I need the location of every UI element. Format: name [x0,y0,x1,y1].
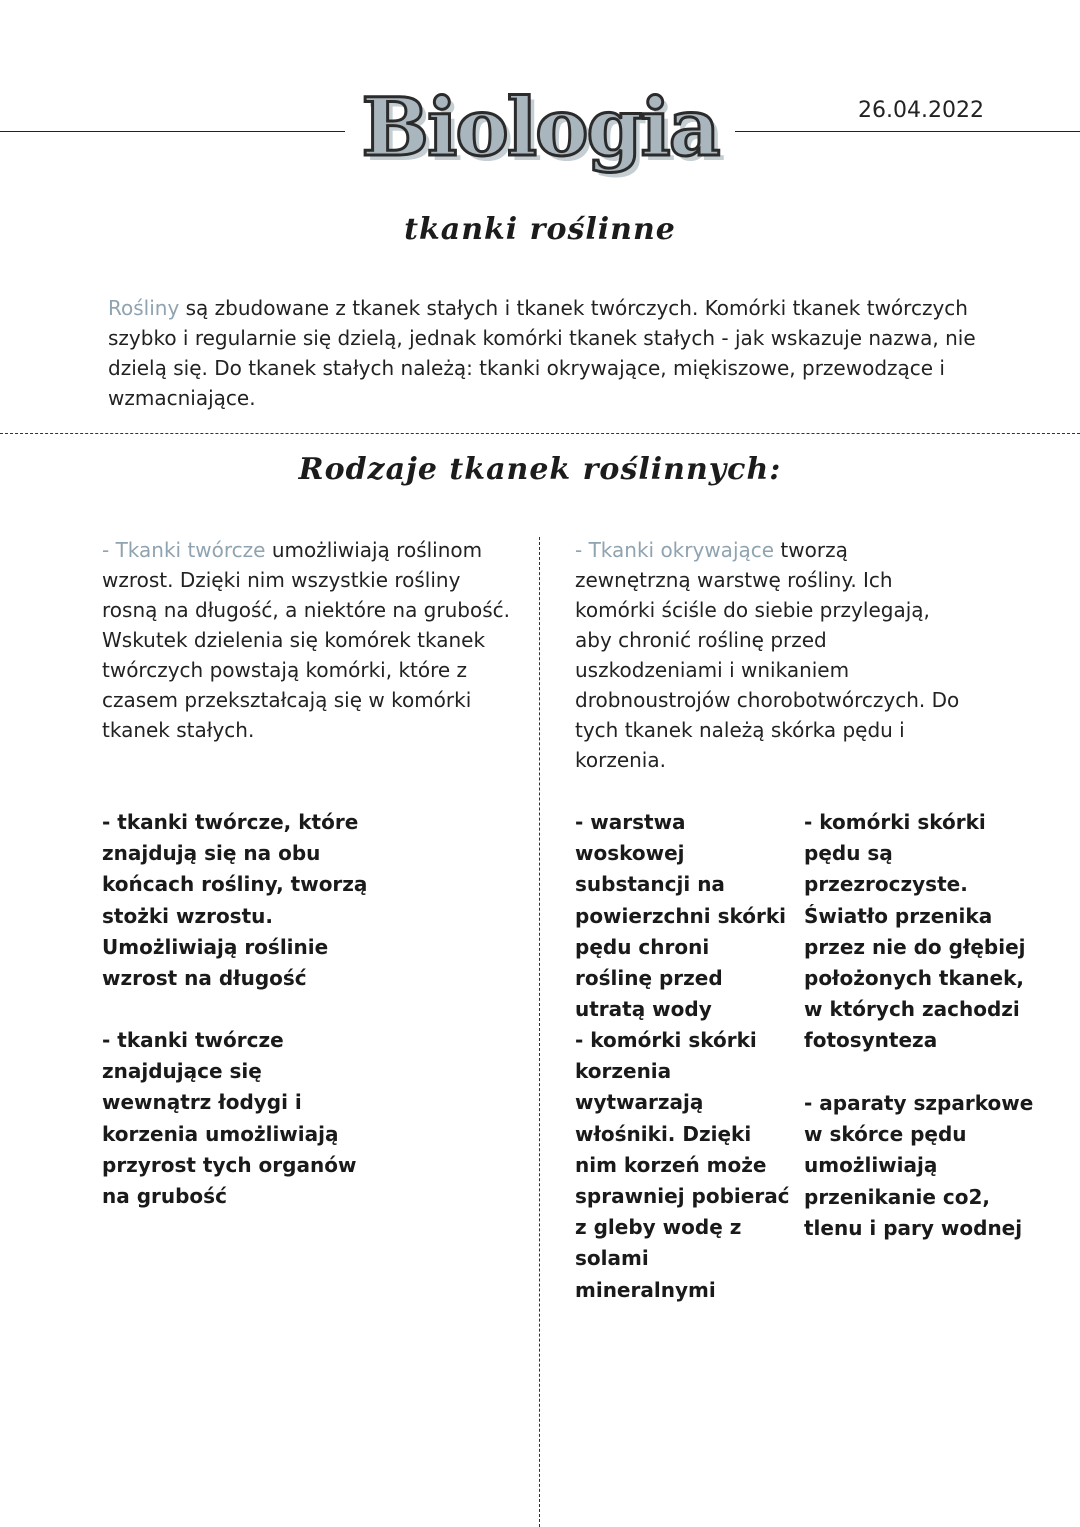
right-note-2: - komórki skórki korzenia wytwarzają włośniki. Dzięki nim korzeń może sprawniej pobierać z gleby wodę z solami mineralnymi [575,1028,790,1302]
left-text: umożliwiają roślinom wzrost. Dzięki nim wszystkie rośliny rosną na długość, a niektóre na grubość. Wskutek dzielenia się komórek tkanek twórczych powstają komórki, które z czasem przekształcają się w komórki tkanek stałych. [102,538,510,742]
left-note-2: - tkanki twórcze znajdujące się wewnątrz łodygi i korzenia umożliwiają przyrost tych organów na grubość [102,1028,357,1209]
intro-text: są zbudowane z tkanek stałych i tkanek twórczych. Komórki tkanek twórczych szybko i regularnie się dzielą, jednak komórki tkanek stałych - jak wskazuje nazwa, nie dzielą się. Do tkanek stałych należą: tkanki okrywające, miękiszowe, przewodzące i wzmacniające. [108,296,976,410]
page-title: Biologia [361,80,719,174]
right-note-1: - warstwa woskowej substancji na powierzchni skórki pędu chroni roślinę przed utratą wody [575,810,787,1022]
right-note-3: - komórki skórki pędu są przezroczyste. Światło przenika przez nie do głębiej położonych tkanek, w których zachodzi fotosynteza [804,810,1026,1053]
section-divider [0,433,1080,434]
header-rule-right [735,131,1080,132]
column-divider [539,537,540,1527]
header-rule-left [0,131,345,132]
left-highlight: - Tkanki twórcze [102,538,266,562]
section-title: Rodzaje tkanek roślinnych: [298,452,782,487]
left-note-1: - tkanki twórcze, które znajdują się na obu końcach rośliny, tworzą stożki wzrostu. Umożliwiają roślinie wzrost na długość [102,810,368,991]
subtitle: tkanki roślinne [404,212,676,247]
intro-highlight: Rośliny [108,296,180,320]
right-column-paragraph [575,535,965,775]
page-date: 26.04.2022 [858,98,984,123]
right-note-4: - aparaty szparkowe w skórce pędu umożliwiają przenikanie co2, tlenu i pary wodnej [804,1091,1034,1240]
right-highlight: - Tkanki okrywające [575,538,775,562]
intro-paragraph [108,293,978,413]
left-column-paragraph [102,535,510,745]
right-text: tworzą zewnętrzną warstwę rośliny. Ich komórki ściśle do siebie przylegają, aby chronić roślinę przed uszkodzeniami i wnikaniem drobnoustrojów chorobotwórczych. Do tych tkanek należą skórka pędu i korzenia. [575,538,960,772]
